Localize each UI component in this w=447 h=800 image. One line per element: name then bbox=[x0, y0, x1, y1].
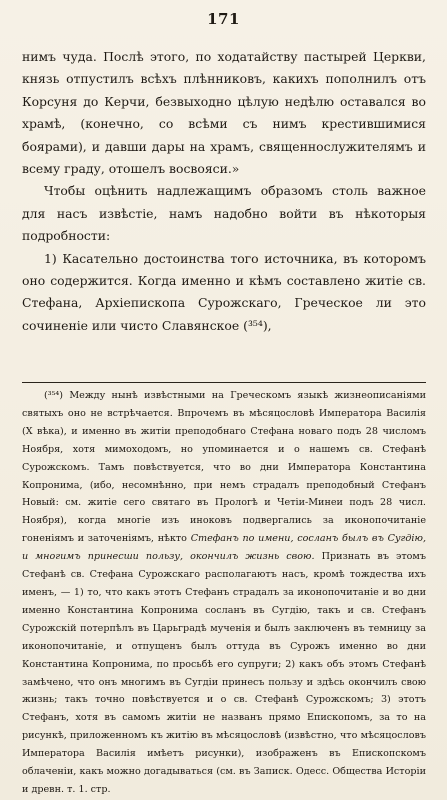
footnote-divider bbox=[22, 382, 426, 383]
footnote-text-2: Признать въ этомъ Стефанѣ св. Стефана Сурожскаго располагаютъ насъ, кромѣ тождества ихъ именъ, — 1) то, что какъ этотъ Стефанъ страдалъ за иконопочитаніе и во дни именно Константина Копронима сосланъ въ Сугдію, такъ и св. Стефанъ Сурожскій потерпѣлъ въ Царьградѣ мученія и былъ заключенъ въ темницу за иконопочитаніе, и отпущенъ былъ оттуда въ Сурожъ именно во дни Константина Копронима, по просьбѣ его супруги; 2) какъ объ этомъ Стефанѣ замѣчено, что онъ многимъ въ Сугдіи принесъ пользу и здѣсь окончилъ свою жизнь; такъ точно повѣствуется и о св. Стефанѣ Сурожскомъ; 3) этотъ Стефанъ, хотя въ самомъ житіи не названъ прямо Епископомъ, за то на рисункѣ, приложенномъ къ житію въ мѣсяцословѣ (извѣстно, что мѣсяцословъ Императора Василія имѣетъ рисунки), изображенъ въ Епископскомъ облаченіи, какъ можно догадываться (см. въ Записк. Одесс. Общества Исторіи и древн. т. 1. стр. bbox=[22, 551, 426, 795]
paragraph-3: 1) Касательно достоинства того источника, въ которомъ оно содержится. Когда именно и кѣмъ составлено житіе св. Стефана, Архіепископа Сурожскаго, Греческое ли это сочиненіе или чисто Славянское (³⁵⁴), bbox=[22, 250, 426, 333]
page-number: 171 bbox=[207, 10, 240, 28]
footnote-italic-quote: Стефанъ по имени, сосланъ былъ въ Сугдію, и многимъ принесши пользу, окончилъ жизнь свою. bbox=[22, 533, 426, 563]
paragraph-1: нимъ чуда. Послѣ этого, по ходатайству пастырей Церкви, князь отпустилъ всѣхъ плѣнниковъ, какихъ пополнилъ отъ Корсуня до Керчи, безвыходно цѣлую недѣлю оставался во храмѣ, (конечно, со всѣми съ нимъ крестившимися боярами), и давши дары на храмъ, священнослужителямъ и всему граду, отошелъ восвояси.» bbox=[22, 49, 426, 177]
paragraph-2: Чтобы оцѣнить надлежащимъ образомъ столь важное для насъ извѣстіе, намъ надобно войти въ нѣкоторыя подробности: bbox=[22, 183, 426, 244]
main-text bbox=[22, 46, 426, 337]
footnote-paragraph bbox=[22, 387, 426, 799]
footnote-text-1: (³⁵⁴) Между нынѣ извѣстными на Греческомъ языкѣ жизнеописаніями святыхъ оно не встрѣчается. Впрочемъ въ мѣсяцословѣ Императора Василія (X вѣка), и именно въ житіи преподобнаго Стефана новаго подъ 28 числомъ Ноября, хотя мимоходомъ, но упоминается и о нашемъ св. Стефанѣ Сурожскомъ. Тамъ повѣствуется, что во дни Императора Константина Копронима, (ибо, несомнѣнно, при немъ страдалъ преподобный Стефанъ Новый: см. житіе сего святаго въ Прологѣ и Четіи-Минеи подъ 28 числ. Ноября), когда многіе изъ иноковъ подвергались за иконопочитаніе гоненіямъ и заточеніямъ, нѣкто bbox=[22, 390, 426, 545]
footnote bbox=[22, 387, 426, 799]
